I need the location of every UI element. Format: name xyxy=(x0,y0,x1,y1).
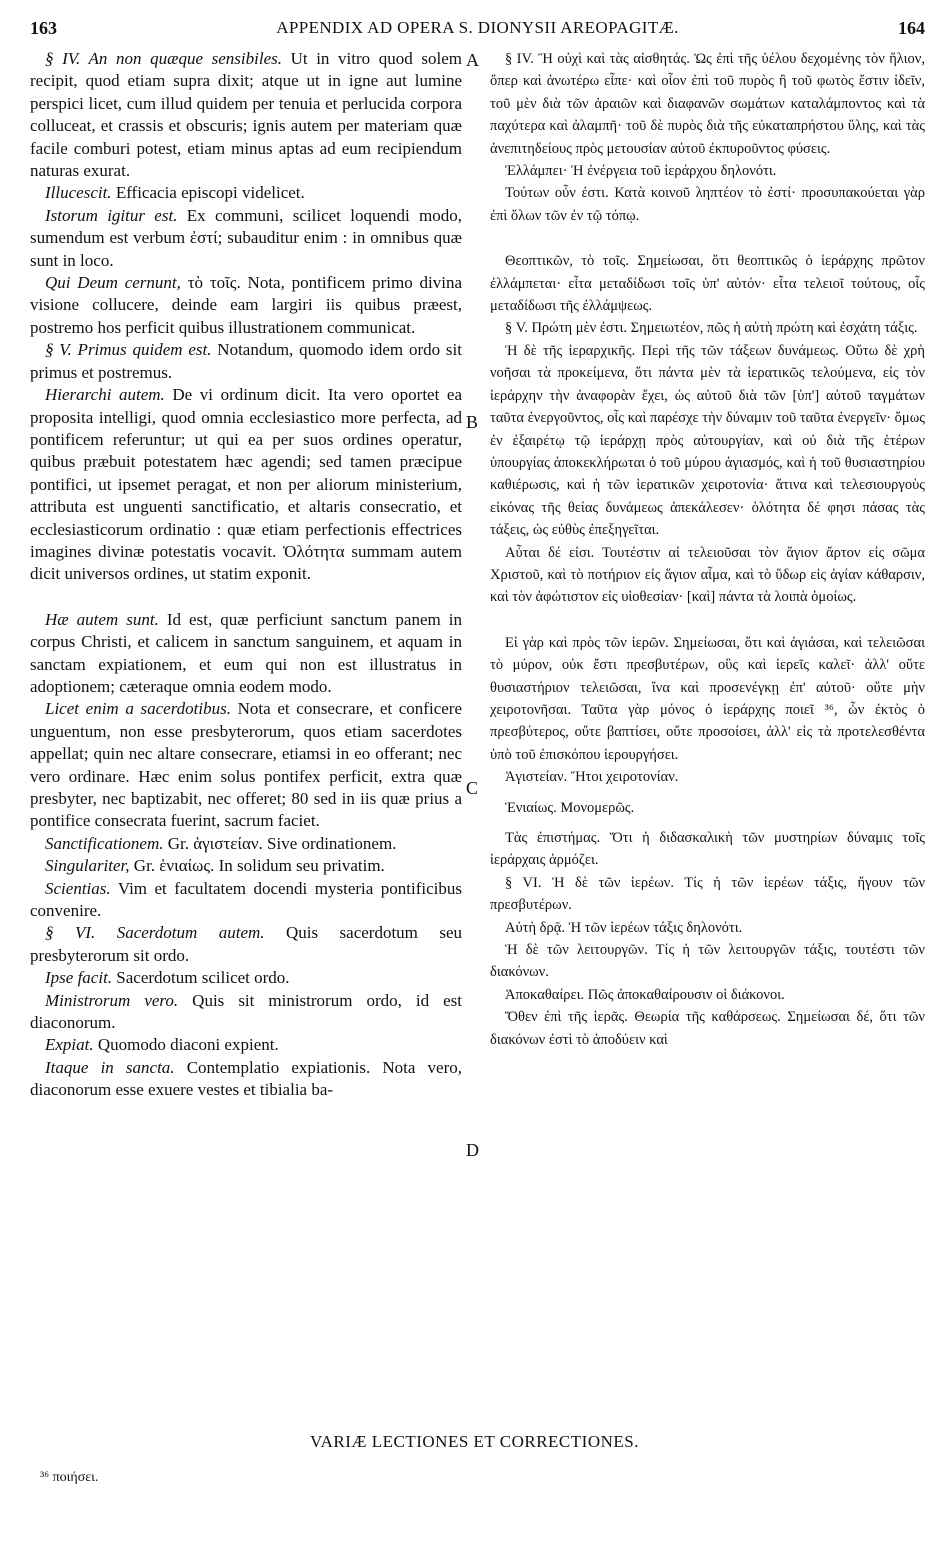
greek-paragraph: Αὐτὴ δρᾷ. Ἡ τῶν ἱερέων τάξις δηλονότι. xyxy=(505,919,743,936)
paragraph-text: Vim et facultatem docendi mysteria pontificibus convenire. xyxy=(30,878,462,921)
section-letter-a: A xyxy=(466,50,479,70)
latin-paragraph xyxy=(30,922,462,967)
section-letter-c: C xyxy=(466,778,479,798)
page-number-left: 163 xyxy=(30,18,57,38)
paragraph-lemma: Qui Deum cernunt, xyxy=(45,273,181,293)
paragraph-text: Quis sit ministrorum ordo, id est diaconorum. xyxy=(30,990,463,1033)
latin-paragraph xyxy=(30,1034,462,1056)
paragraph-text: De vi ordinum dicit. Ita vero oportet ea proposita intelligi, quod omnia ecclesiastico more perfecta, ad pontificem referuntur; ut qui ea per suos ordines operatur, quibus præbuit potestatem hæc agendi; sed tamen præcipue pontifici, ut ipsemet peragat, et non per aliorum ministerium, attributa est unguenti sanctificatio, et altaris consecratio, et ecclesiasticorum ordinatio : quæ etiam perfectionis effectrices imagines divinæ potestatis vocavit. Ὁλότητα summam autem dicit universos ordines, ut statim exponit. xyxy=(30,385,462,584)
greek-paragraph: Ἡ δὲ τῆς ἱεραρχικῆς. Περὶ τῆς τῶν τάξεων δυνάμεως. Οὕτω δὲ χρὴ νοῆσαι τὰ προκείμενα, ὅτι πάντα μὲν τὰ ἱερατικῶς τελούμενα, εἰς τὸν ἱεράρχην τὴν ἀναφορὰν ἔχει, ὡς αὐτοῦ διὰ τῶν [ὑπ'] αὐτοῦ ταγμάτων ταῦτα ἐνεργοῦντος, οἷς καὶ παρέσχε τὴν δύναμιν τοῦ ταῦτα ἐνεργεῖν· ὅμως ἐν ἐξαιρέτῳ τῷ ἱεράρχῃ πρὸς αὐτουργίαν, καὶ οὐ διὰ τῆς ἑτέρων ὑπουργίας ἀποκεκλήρωται ὁ τοῦ μύρου ἁγιασμός, καὶ ἡ τοῦ θυσιαστηρίου καθιέρωσις, καὶ ἡ τῶν ἱερατικῶν χειροτονία· ἅτινα καὶ τελεσιουργοὺς εἰκόνας τῆς θείας δυνάμεως ἀπεκάλεσεν· ὁλότητα δέ φησι πάσας τὰς τάξεις, ὡς εὐθὺς ἐπεξηγεῖται. xyxy=(490,342,925,539)
latin-paragraph xyxy=(30,698,462,832)
paragraph-text: Quis sacerdotum seu presbyterorum sit ordo. xyxy=(30,923,462,965)
paragraph-text: Quomodo diaconi expient. xyxy=(93,1035,279,1055)
page-number-right: 164 xyxy=(898,18,925,38)
greek-paragraph: Ἁγιστείαν. Ἤτοι χειροτονίαν. xyxy=(505,769,679,786)
paragraph-text: Gr. ἑνιαίως. In solidum seu privatim. xyxy=(129,856,385,876)
paragraph-lemma: Illucescit. xyxy=(45,183,112,203)
greek-paragraph: Θεοπτικῶν, τὸ τοῖς. Σημείωσαι, ὅτι θεοπτικῶς ὁ ἱεράρχης πρῶτον ἐλλάμπεται· εἶτα μεταδίδωσι τοῖς ὑπ' αὐτόν· εἶτα τελειοῖ τούτους, οἷς μεταδίδωσι τῆς ἐλλάμψεως. xyxy=(490,253,925,315)
paragraph-text: Ex communi, scilicet loquendi modo, sumendum est verbum ἐστί; subauditur enim : in omnibus quæ sunt in loco. xyxy=(30,205,462,270)
footnote: ³⁶ ποιήσει. xyxy=(40,1470,99,1485)
greek-paragraph: Ἡ δὲ τῶν λειτουργῶν. Τίς ἡ τῶν λειτουργῶν τάξις, τουτέστι τῶν διακόνων. xyxy=(490,942,925,981)
greek-paragraph: Εἰ γὰρ καὶ πρὸς τῶν ἱερῶν. Σημείωσαι, ὅτι καὶ ἁγιάσαι, καὶ τελειῶσαι τὸ μύρον, οὐκ ἔστι πρεσβυτέρων, οὓς καὶ ἱερεῖς καλεῖ· ἀλλ' οὔτε θυσιαστήριον τελειῶσαι, ἵνα καὶ προσενέγκῃ ἐπ' αὐτοῦ· οὔτε μὴν χειροτονῆσαι. Ταῦτα γὰρ μόνος ὁ ἱεράρχης ποιεῖ ³⁶, ὧν ἐκτὸς ὁ πρεσβύτερος, οὔτε βαπτίσει, οὔτε προσοίσει, ἀλλ' εἰς τὰ προτελεσθέντα ὑπὸ τοῦ ἐπισκόπου ἱερουργήσει. xyxy=(490,634,925,763)
paragraph-text: Nota et consecrare, et conficere unguentum, non esse presbyterorum, quos etiam sacerdotes appellat; quin nec altare consecrare, etiamsi in eo offerant; nec vero ordinare. Hæc enim solus pontifex perficit, extra quæ presbyter, nec baptizabit, nec offeret; 80 sed in iis quæ prius a pontifice consecrata fuerint, sacrum faciet. xyxy=(30,699,462,831)
greek-column xyxy=(490,48,925,1051)
variae-lectiones-heading: VARIÆ LECTIONES ET CORRECTIONES. xyxy=(310,1432,639,1451)
paragraph-text: Ut in vitro quod solem recipit, quod etiam supra dixit; atque ut in igne aut lumine perspici licet, cum illud quidem per tenuia et perlucida corpora colluceat, et crassis et obscuris; ignis autem per materiam quæ facile comburi potest, etiam minus aptas ad eum recipiendum naturas exurat. xyxy=(30,49,462,181)
latin-paragraph xyxy=(30,1057,462,1102)
paragraph-lemma: § IV. An non quæque sensibiles. xyxy=(45,49,282,68)
greek-paragraph: § VI. Ἡ δὲ τῶν ἱερέων. Τίς ἡ τῶν ἱερέων τάξις, ἤγουν τῶν πρεσβυτέρων. xyxy=(490,874,925,914)
paragraph-text: Efficacia episcopi videlicet. xyxy=(111,183,305,203)
latin-paragraph xyxy=(30,182,462,204)
paragraph-text: Id est, quæ perficiunt sanctum panem in corpus Christi, et calicem in sanctum sanguinem, et aquam in sanctam expiationem, et eum qui non est illustratus in adoptionem; cæteraque omnia eodem modo. xyxy=(30,609,462,696)
greek-paragraph: § V. Πρώτη μὲν ἐστι. Σημειωτέον, πῶς ἡ αὐτὴ πρώτη καὶ ἐσχάτη τάξις. xyxy=(505,320,918,337)
section-letter-b: B xyxy=(466,412,479,432)
paragraph-lemma: § V. Primus quidem est. xyxy=(45,340,212,360)
greek-paragraph: Ἀποκαθαίρει. Πῶς ἀποκαθαίρουσιν οἱ διάκονοι. xyxy=(505,986,785,1003)
latin-paragraph xyxy=(30,855,462,877)
paragraph-lemma: Istorum igitur est. xyxy=(45,205,178,225)
paragraph-text: Gr. ἁγιστείαν. Sive ordinationem. xyxy=(163,833,397,853)
paragraph-lemma: Licet enim a sacerdotibus. xyxy=(45,699,231,719)
latin-paragraph xyxy=(30,990,462,1035)
page-header xyxy=(30,18,925,42)
paragraph-lemma: § VI. Sacerdotum autem. xyxy=(45,923,265,943)
paragraph-lemma: Itaque in sancta. xyxy=(45,1057,175,1077)
section-letter-d: D xyxy=(466,1140,479,1160)
paragraph-text: Notandum, quomodo idem ordo sit primus et postremus. xyxy=(30,340,462,382)
running-title: APPENDIX AD OPERA S. DIONYSII AREOPAGITÆ. xyxy=(276,18,679,37)
latin-paragraph xyxy=(30,205,462,272)
greek-paragraph: Τούτων οὖν ἐστι. Κατὰ κοινοῦ ληπτέον τὸ ἐστί· προσυπακούεται γὰρ ἐπὶ ὅλων τῶν ἐν τῷ τόπῳ. xyxy=(490,185,925,224)
latin-paragraph xyxy=(30,384,462,586)
latin-paragraph xyxy=(30,833,462,855)
latin-paragraph xyxy=(30,967,462,989)
latin-paragraph xyxy=(30,272,462,339)
greek-paragraph: Ἐλλάμπει· Ἡ ἐνέργεια τοῦ ἱεράρχου δηλονότι. xyxy=(505,163,777,180)
greek-paragraph: Ὅθεν ἐπὶ τῆς ἱερᾶς. Θεωρία τῆς καθάρσεως. Σημείωσαι δέ, ὅτι τῶν διακόνων ἐστὶ τὸ ἀποδύειν καὶ xyxy=(490,1009,925,1048)
paragraph-lemma: Scientias. xyxy=(45,878,111,898)
paragraph-lemma: Hæ autem sunt. xyxy=(45,609,159,629)
greek-paragraph: § IV. Ἢ οὐχὶ καὶ τὰς αἰσθητάς. Ὡς ἐπὶ τῆς ὑέλου δεχομένης τὸν ἥλιον, ὅπερ καὶ ἀνωτέρω εἶπε· καὶ οἷον ἐπὶ τοῦ πυρὸς ἢ τοῦ φωτὸς ἔστιν ἰδεῖν, τοῦ μὲν διὰ τῶν ἀραιῶν καὶ διαφανῶν σωμάτων καταλάμποντος καὶ τὰ παχύτερα καὶ ἀλαμπῆ· τοῦ δὲ πυρὸς διὰ τῆς εὐκαταπρήστου ὕλης, καὶ τὰς ἀνεπιτηδείους πρὸς μετουσίαν αὐτοῦ ἐκπυροῦντος φύσεις. xyxy=(490,51,925,157)
paragraph-text: τὸ τοῖς. Nota, pontificem primo divina visione collucere, deinde eam largiri iis quibus præest, postremo hos perficit quibus illustrationem communicat. xyxy=(30,273,463,337)
paragraph-lemma: Ipse facit. xyxy=(45,968,113,988)
latin-paragraph xyxy=(30,48,462,182)
paragraph-text: Contemplatio expiationis. Nota vero, diaconorum esse exuere vestes et tibialia ba- xyxy=(30,1057,462,1100)
paragraph-lemma: Sanctificationem. xyxy=(45,833,164,853)
latin-paragraph xyxy=(30,339,462,384)
greek-paragraph: Τὰς ἐπιστήμας. Ὅτι ἡ διδασκαλικὴ τῶν μυστηρίων δύναμις τοῖς ἱεράρχαις ἁρμόζει. xyxy=(490,830,925,869)
paragraph-text: Sacerdotum scilicet ordo. xyxy=(112,968,290,988)
greek-paragraph: Ἑνιαίως. Μονομερῶς. xyxy=(505,799,635,816)
greek-paragraph: Αὗται δέ εἰσι. Τουτέστιν αἱ τελειοῦσαι τὸν ἅγιον ἄρτον εἰς σῶμα Χριστοῦ, καὶ τὸ ποτήριον εἰς ἅγιον αἷμα, καὶ τὸ ὕδωρ εἰς ἁγίαν κάθαρσιν, καὶ τὸν ἀφώτιστον εἰς υἱοθεσίαν· [καὶ] πάντα τὰ λοιπὰ ὁμοίως. xyxy=(490,544,925,606)
paragraph-lemma: Hierarchi autem. xyxy=(45,385,165,405)
paragraph-lemma: Ministrorum vero. xyxy=(45,990,179,1010)
latin-paragraph xyxy=(30,609,462,699)
latin-paragraph xyxy=(30,878,462,923)
latin-column xyxy=(30,48,462,1102)
paragraph-lemma: Singulariter, xyxy=(45,856,130,876)
paragraph-lemma: Expiat. xyxy=(45,1035,94,1055)
